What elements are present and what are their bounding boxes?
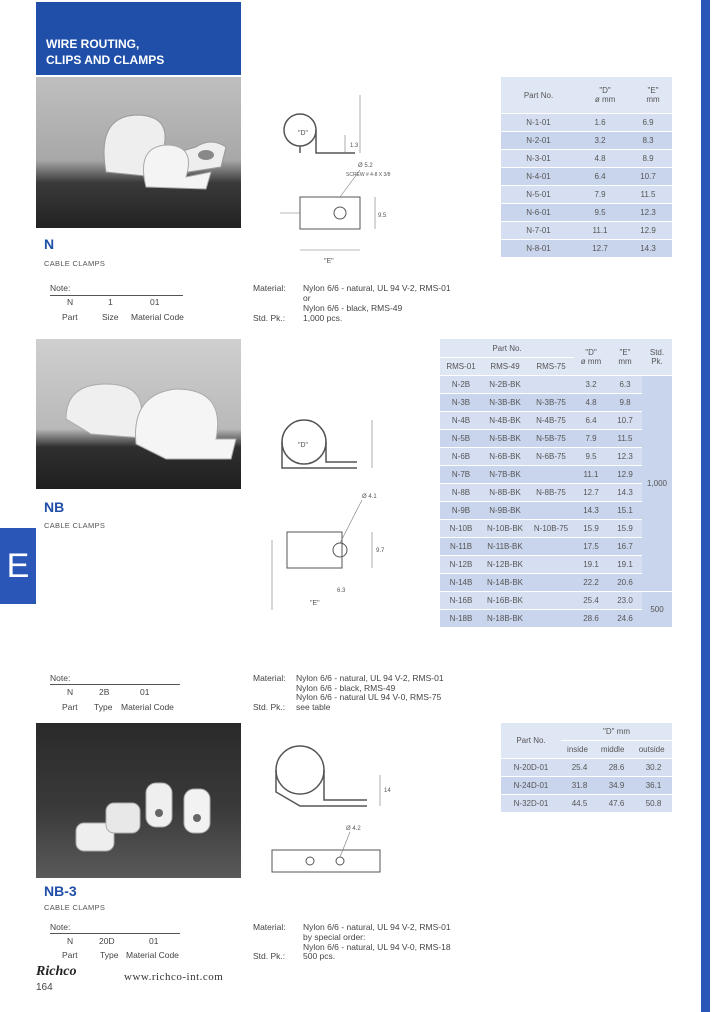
- rms49-part-cell: N-18B-BK: [482, 610, 528, 628]
- rms01-part-cell: N-10B: [440, 520, 482, 538]
- nb-drawing-hole: Ø 4.1: [362, 494, 377, 500]
- n-table-body: [501, 114, 672, 258]
- nb-table-header-rms75: RMS-75: [528, 358, 574, 376]
- rms49-part-cell: N-8B-BK: [482, 484, 528, 502]
- part-number-cell: N-6-01: [501, 204, 576, 222]
- n-note-code-3: 01: [150, 297, 160, 307]
- rms01-part-cell: N-2B: [440, 376, 482, 394]
- nb-stdpk-value: see table: [296, 702, 331, 712]
- nb-note-label: Note:: [50, 673, 71, 683]
- nb3-subtitle: CABLE CLAMPS: [44, 903, 106, 912]
- d-value-cell: 6.4: [574, 412, 608, 430]
- nb-drawing-d-label: "D": [298, 442, 309, 449]
- middle-value-cell: 28.6: [598, 759, 635, 777]
- table-row: [501, 132, 672, 150]
- nb3-material-1: Nylon 6/6 - natural, UL 94 V-2, RMS-01: [303, 922, 451, 932]
- table-row: [440, 520, 672, 538]
- e-value-cell: 10.7: [624, 168, 672, 186]
- rms75-part-cell: [528, 538, 574, 556]
- nb3-stdpk-label: Std. Pk.:: [253, 951, 286, 961]
- e-value-cell: 12.3: [608, 448, 642, 466]
- outside-value-cell: 30.2: [635, 759, 672, 777]
- n-material-3: Nylon 6/6 - black, RMS-49: [303, 303, 403, 313]
- stdpk-500-cell: 500: [642, 592, 672, 628]
- header-line-2: CLIPS AND CLAMPS: [46, 53, 165, 67]
- d-value-cell: 7.9: [576, 186, 624, 204]
- nb-table-body: [440, 376, 672, 628]
- e-value-cell: 19.1: [608, 556, 642, 574]
- nb-stdpk-label: Std. Pk.:: [253, 702, 286, 712]
- nb3-note-caption-1: Part: [62, 950, 78, 960]
- n-subtitle: CABLE CLAMPS: [44, 259, 106, 268]
- n-note-caption-2: Size: [102, 312, 119, 322]
- nb-table-header-e: "E" mm: [608, 339, 642, 376]
- n-material-2: or: [303, 293, 311, 303]
- rms49-part-cell: N-5B-BK: [482, 430, 528, 448]
- rms75-part-cell: [528, 376, 574, 394]
- table-row: [501, 795, 672, 813]
- e-value-cell: 15.9: [608, 520, 642, 538]
- table-row: [501, 204, 672, 222]
- d-value-cell: 4.8: [576, 150, 624, 168]
- table-row: [440, 484, 672, 502]
- d-value-cell: 14.3: [574, 502, 608, 520]
- rms75-part-cell: N-10B-75: [528, 520, 574, 538]
- rms75-part-cell: [528, 502, 574, 520]
- rms01-part-cell: N-18B: [440, 610, 482, 628]
- e-value-cell: 10.7: [608, 412, 642, 430]
- rms75-part-cell: [528, 610, 574, 628]
- nb3-drawing-hole: Ø 4.2: [346, 826, 361, 832]
- nb3-material-3: Nylon 6/6 - natural, UL 94 V-0, RMS-18: [303, 942, 451, 952]
- section-header: [36, 2, 241, 75]
- nb-note-code-2: 2B: [99, 687, 110, 697]
- d-value-cell: 17.5: [574, 538, 608, 556]
- nb-title: NB: [44, 499, 65, 515]
- nb-table-header-partno: Part No.: [440, 339, 574, 358]
- nb3-title: NB-3: [44, 883, 77, 899]
- table-row: [501, 240, 672, 258]
- e-value-cell: 12.3: [624, 204, 672, 222]
- rms49-part-cell: N-3B-BK: [482, 394, 528, 412]
- table-row: [501, 759, 672, 777]
- nb3-material-label: Material:: [253, 922, 286, 932]
- nb-spec-table: [440, 339, 672, 623]
- n-stdpk-label: Std. Pk.:: [253, 313, 286, 323]
- rms49-part-cell: N-7B-BK: [482, 466, 528, 484]
- part-number-cell: N-32D-01: [501, 795, 561, 813]
- d-value-cell: 9.5: [576, 204, 624, 222]
- e-value-cell: 16.7: [608, 538, 642, 556]
- rms01-part-cell: N-4B: [440, 412, 482, 430]
- rms75-part-cell: [528, 466, 574, 484]
- website-link[interactable]: www.richco-int.com: [124, 971, 224, 983]
- nb-table-header-rms49: RMS-49: [482, 358, 528, 376]
- nb3-note-code-3: 01: [149, 936, 159, 946]
- nb-drawing-e-label: "E": [310, 600, 320, 607]
- nb3-table-header-d: "D" mm: [561, 723, 672, 741]
- e-value-cell: 11.5: [608, 430, 642, 448]
- table-row: [440, 466, 672, 484]
- d-value-cell: 25.4: [574, 592, 608, 610]
- table-row: [440, 448, 672, 466]
- n-material-1: Nylon 6/6 - natural, UL 94 V-2, RMS-01: [303, 283, 451, 293]
- rms49-part-cell: N-4B-BK: [482, 412, 528, 430]
- d-value-cell: 12.7: [574, 484, 608, 502]
- d-value-cell: 15.9: [574, 520, 608, 538]
- table-row: [440, 430, 672, 448]
- d-value-cell: 1.6: [576, 114, 624, 132]
- n-product-photo: [36, 77, 241, 228]
- n-title: N: [44, 236, 55, 252]
- n-note-caption-1: Part: [62, 312, 78, 322]
- nb3-table-header-outside: outside: [631, 741, 672, 759]
- inside-value-cell: 25.4: [561, 759, 598, 777]
- nb-subtitle: CABLE CLAMPS: [44, 521, 106, 530]
- rms49-part-cell: N-16B-BK: [482, 592, 528, 610]
- e-value-cell: 15.1: [608, 502, 642, 520]
- nb3-clamp-illustration: [36, 723, 241, 878]
- rms01-part-cell: N-6B: [440, 448, 482, 466]
- nb3-product-photo: [36, 723, 241, 878]
- nb-material-1: Nylon 6/6 - natural, UL 94 V-2, RMS-01: [296, 673, 444, 683]
- nb3-material-2: by special order:: [303, 932, 366, 942]
- nb3-note-code-1: N: [67, 936, 74, 946]
- e-value-cell: 24.6: [608, 610, 642, 628]
- e-value-cell: 12.9: [608, 466, 642, 484]
- e-value-cell: 6.3: [608, 376, 642, 394]
- rms01-part-cell: N-3B: [440, 394, 482, 412]
- n-note-code-1: N: [67, 297, 74, 307]
- nb3-spec-table: [501, 723, 672, 807]
- n-note-line: [50, 295, 183, 296]
- d-value-cell: 6.4: [576, 168, 624, 186]
- n-clamp-illustration: [36, 77, 241, 228]
- middle-value-cell: 34.9: [598, 777, 635, 795]
- d-value-cell: 12.7: [576, 240, 624, 258]
- table-row: [440, 610, 672, 628]
- n-material-label: Material:: [253, 283, 286, 293]
- nb3-table-header-middle: middle: [594, 741, 631, 759]
- rms49-part-cell: N-12B-BK: [482, 556, 528, 574]
- table-row: [440, 412, 672, 430]
- table-row: [501, 186, 672, 204]
- rms01-part-cell: N-9B: [440, 502, 482, 520]
- d-value-cell: 3.2: [574, 376, 608, 394]
- d-value-cell: 19.1: [574, 556, 608, 574]
- table-row: [440, 502, 672, 520]
- e-value-cell: 14.3: [624, 240, 672, 258]
- n-stdpk-value: 1,000 pcs.: [303, 313, 343, 323]
- stdpk-1000-cell: 1,000: [642, 376, 672, 592]
- part-number-cell: N-5-01: [501, 186, 576, 204]
- rms75-part-cell: N-3B-75: [528, 394, 574, 412]
- rms49-part-cell: N-14B-BK: [482, 574, 528, 592]
- part-number-cell: N-2-01: [501, 132, 576, 150]
- rms49-part-cell: N-10B-BK: [482, 520, 528, 538]
- rms01-part-cell: N-11B: [440, 538, 482, 556]
- e-value-cell: 8.9: [624, 150, 672, 168]
- outside-value-cell: 36.1: [635, 777, 672, 795]
- rms01-part-cell: N-16B: [440, 592, 482, 610]
- rms75-part-cell: [528, 574, 574, 592]
- nb-product-photo: [36, 339, 241, 489]
- table-row: [501, 114, 672, 132]
- inside-value-cell: 31.8: [561, 777, 598, 795]
- right-edge-bar: [701, 0, 710, 1012]
- nb3-drawing-dim-1: 14: [384, 788, 391, 794]
- d-value-cell: 22.2: [574, 574, 608, 592]
- rms01-part-cell: N-12B: [440, 556, 482, 574]
- n-spec-table: [501, 77, 672, 253]
- e-value-cell: 9.8: [608, 394, 642, 412]
- nb3-note-label: Note:: [50, 922, 71, 932]
- rms75-part-cell: [528, 556, 574, 574]
- table-row: [440, 376, 672, 394]
- table-row: [501, 168, 672, 186]
- header-line-1: WIRE ROUTING,: [46, 37, 140, 51]
- e-value-cell: 8.3: [624, 132, 672, 150]
- nb-clamp-illustration: [36, 339, 241, 489]
- nb3-table-body: [501, 759, 672, 813]
- rms75-part-cell: N-4B-75: [528, 412, 574, 430]
- nb-material-label: Material:: [253, 673, 286, 683]
- nb3-stdpk-value: 500 pcs.: [303, 951, 336, 961]
- nb-table-header-d: "D" ø mm: [574, 339, 608, 376]
- e-value-cell: 12.9: [624, 222, 672, 240]
- e-value-cell: 11.5: [624, 186, 672, 204]
- rms75-part-cell: N-6B-75: [528, 448, 574, 466]
- table-row: [501, 150, 672, 168]
- table-row: [440, 538, 672, 556]
- nb3-table-header-partno: Part No.: [501, 723, 561, 759]
- part-number-cell: N-7-01: [501, 222, 576, 240]
- chapter-tab: E: [0, 528, 36, 604]
- nb-note-line: [50, 684, 180, 685]
- part-number-cell: N-3-01: [501, 150, 576, 168]
- n-drawing-hole: Ø 5.2: [358, 163, 373, 169]
- n-table-header-d: "D" ø mm: [576, 77, 634, 114]
- nb3-note-caption-2: Type: [100, 950, 119, 960]
- n-note-code-2: 1: [108, 297, 113, 307]
- rms49-part-cell: N-9B-BK: [482, 502, 528, 520]
- nb-drawing-dim-2: 6.3: [337, 588, 346, 594]
- d-value-cell: 11.1: [576, 222, 624, 240]
- rms75-part-cell: N-8B-75: [528, 484, 574, 502]
- nb-technical-drawing: [262, 400, 402, 610]
- nb-table-header-rms01: RMS-01: [440, 358, 482, 376]
- e-value-cell: 14.3: [608, 484, 642, 502]
- e-value-cell: 6.9: [624, 114, 672, 132]
- d-value-cell: 28.6: [574, 610, 608, 628]
- d-value-cell: 9.5: [574, 448, 608, 466]
- part-number-cell: N-1-01: [501, 114, 576, 132]
- nb-material-2: Nylon 6/6 - black, RMS-49: [296, 683, 396, 693]
- part-number-cell: N-8-01: [501, 240, 576, 258]
- nb3-note-caption-3: Material Code: [126, 950, 179, 960]
- outside-value-cell: 50.8: [635, 795, 672, 813]
- nb3-note-code-2: 20D: [99, 936, 115, 946]
- table-row: [440, 394, 672, 412]
- n-note-label: Note:: [50, 283, 71, 293]
- part-number-cell: N-20D-01: [501, 759, 561, 777]
- rms49-part-cell: N-6B-BK: [482, 448, 528, 466]
- rms01-part-cell: N-8B: [440, 484, 482, 502]
- nb-material-3: Nylon 6/6 - natural UL 94 V-0, RMS-75: [296, 692, 442, 702]
- n-note-caption-3: Material Code: [131, 312, 184, 322]
- inside-value-cell: 44.5: [561, 795, 598, 813]
- table-row: [440, 556, 672, 574]
- table-row: [440, 574, 672, 592]
- nb-note-code-1: N: [67, 687, 74, 697]
- middle-value-cell: 47.6: [598, 795, 635, 813]
- rms01-part-cell: N-5B: [440, 430, 482, 448]
- nb3-note-line: [50, 933, 180, 934]
- e-value-cell: 20.6: [608, 574, 642, 592]
- nb-note-caption-3: Material Code: [121, 702, 174, 712]
- n-drawing-d-label: "D": [298, 130, 309, 137]
- table-row: [501, 777, 672, 795]
- n-drawing-dim-2: 9.5: [378, 213, 387, 219]
- nb-note-caption-2: Type: [94, 702, 113, 712]
- rms49-part-cell: N-11B-BK: [482, 538, 528, 556]
- page-number: 164: [36, 982, 53, 993]
- rms01-part-cell: N-7B: [440, 466, 482, 484]
- n-technical-drawing: [270, 85, 420, 270]
- rms01-part-cell: N-14B: [440, 574, 482, 592]
- d-value-cell: 7.9: [574, 430, 608, 448]
- nb-table-header-stdpk: Std. Pk.: [642, 339, 672, 376]
- d-value-cell: 11.1: [574, 466, 608, 484]
- part-number-cell: N-24D-01: [501, 777, 561, 795]
- d-value-cell: 4.8: [574, 394, 608, 412]
- n-drawing-e-label: "E": [324, 258, 334, 265]
- n-table-header-partno: Part No.: [501, 77, 576, 114]
- nb-drawing-dim-1: 9.7: [376, 548, 385, 554]
- n-drawing-dim-1: 1.3: [350, 143, 359, 149]
- n-drawing-hole-2: SCREW # 4-8 X 3/8: [346, 172, 391, 178]
- table-row: [501, 222, 672, 240]
- nb3-table-header-inside: inside: [561, 741, 594, 759]
- rms49-part-cell: N-2B-BK: [482, 376, 528, 394]
- nb-note-code-3: 01: [140, 687, 150, 697]
- richco-logo: Richco: [36, 964, 77, 979]
- nb3-technical-drawing: [262, 740, 402, 890]
- rms75-part-cell: [528, 592, 574, 610]
- table-row: [440, 592, 672, 610]
- nb-note-caption-1: Part: [62, 702, 78, 712]
- e-value-cell: 23.0: [608, 592, 642, 610]
- d-value-cell: 3.2: [576, 132, 624, 150]
- n-table-header-e: "E" mm: [634, 77, 672, 114]
- rms75-part-cell: N-5B-75: [528, 430, 574, 448]
- part-number-cell: N-4-01: [501, 168, 576, 186]
